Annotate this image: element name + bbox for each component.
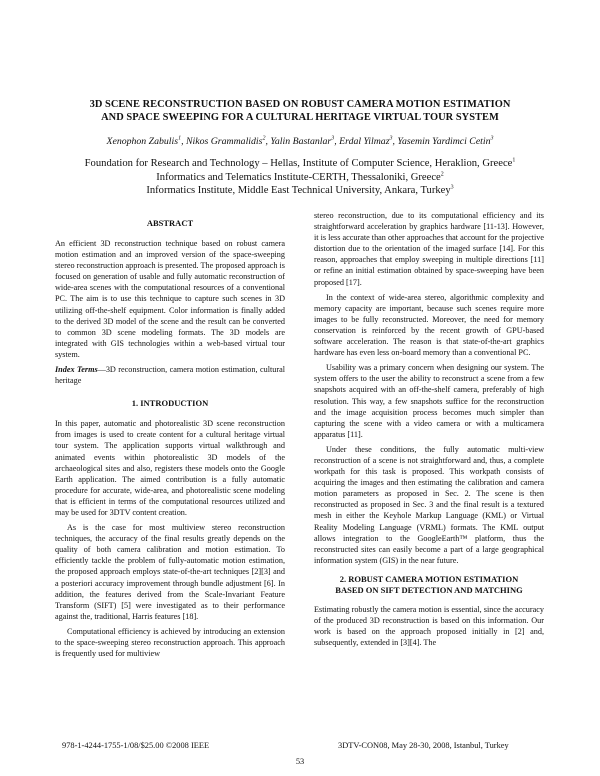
author-sup: 3 [490,135,494,142]
left-column [55,211,285,663]
right-column [314,210,544,652]
affiliation-list [40,157,560,198]
author: Erdal Yilmaz [339,136,390,147]
section-2-paragraph: Estimating robustly the camera motion is essential, since the accuracy of the produced 3D reconstruction is based on this information. Our work is based on the approach proposed initially in [2] and, subsequently, extended in [3][4]. The [314,604,544,648]
right-paragraph-4: Under these conditions, the fully automatic multi-view reconstruction of a scene is not straightforward and, thus, a complete workpath for this task is proposed. This workpath consists of acquiring the images and then estimating the calibration and camera motion parameters as proposed in Sec. 2. The scene is then reconstructed as proposed in Sec. 3 and the final result is a textured mesh in either the Keyhole Markup Language (KML) or Virtual Reality Modeling Language (VRML) formats. The KML output allows integration to the GoogleEarth™ platform, thus the reconstructed sites can easily become a part of a large geographical information system (GIS) in the near future. [314,444,544,565]
intro-heading: 1. INTRODUCTION [131,398,209,409]
author: Xenophon Zabulis [106,136,179,147]
index-terms-text: —3D reconstruction, camera motion estimation, cultural heritage [55,365,285,386]
intro-paragraph-1: In this paper, automatic and photorealistic 3D scene reconstruction from images is used to create content for a cultural heritage virtual tour system. The application supports virtual walkthrough and animated events within photorealistic 3D models of the archaeological sites and also, registers these models onto the Google Earth application. The aimed contribution is a fully automatic procedure for accurate, wide-area, and photorealistic scene modeling that is efficient in terms of the computational resources utilized and may be used for 3DTV content creation. [55,419,285,517]
right-paragraph-2: In the context of wide-area stereo, algorithmic complexity and memory capacity are important, because such scenes require more images to be fully reconstructed. Moreover, the need for memory conservation is reinforced by the recent growth of GPU-based software acceleration. The reason is that state-of-the-art graphics hardware has even less on-board memory than a conventional PC. [314,292,544,358]
title-line-1: 3D SCENE RECONSTRUCTION BASED ON ROBUST CAMERA MOTION ESTIMATION [89,99,511,110]
author-sup: 3 [389,135,393,142]
abstract-heading: ABSTRACT [146,218,194,228]
intro-paragraph-3: Computational efficiency is achieved by introducing an extension to the space-sweeping stereo reconstruction approach. This approach is frequently used for multiview [55,626,285,659]
author-sup: 1 [178,135,182,142]
conference-line: 3DTV-CON08, May 28-30, 2008, Istanbul, Turkey [338,741,509,750]
author: Nikos Grammalidis [185,136,263,147]
author-sup: 2 [262,135,266,142]
author: Yasemin Yardimci Cetin [397,136,491,147]
affiliation: Informatics and Telematics Institute-CERTH, Thessaloniki, Greece$^2$ [156,170,444,183]
right-paragraph-1: stereo reconstruction, due to its computational efficiency and its straightforward acceleration by graphics hardware [11-13]. However, it is less accurate than other approaches that account for the projective distortion due to the orientation of the imaged surface [14]. For this reason, approaches that employ sweeping in multiple directions [11] or refine an initial estimation obtained by space-sweeping have been proposed [17]. [314,211,544,287]
affiliation: Informatics Institute, Middle East Technical University, Ankara, Turkey$^3$ [146,184,454,196]
right-paragraph-3: Usability was a primary concern when designing our system. The system offers to the user the ability to reconstruct a scene from a few snapshots acquired with an off-the-shelf camera, preferably of high resolution. This way, a few snapshots suffice for the reconstruction and the image acquisition process becomes much simpler than capturing the scene with a video camera or with a multicamera apparatus [11]. [314,363,544,439]
index-terms-label: Index Terms [55,365,98,375]
title-line-2: AND SPACE SWEEPING FOR A CULTURAL HERITAGE VIRTUAL TOUR SYSTEM [101,112,499,123]
author-list: Xenophon Zabulis$^1$, Nikos Grammalidis$^2$, Yalin Bastanlar$^3$, Erdal Yilmaz$^3$, Yasemin Yardimci Cetin$^3$ [106,135,494,147]
author: Yalin Bastanlar [270,136,332,147]
author-sup: 3 [331,135,335,142]
paper-title [40,98,560,124]
index-terms [55,364,285,386]
copyright-line: 978-1-4244-1755-1/08/$25.00 ©2008 IEEE [62,741,210,750]
abstract-text: An efficient 3D reconstruction technique based on robust camera motion estimation and an improved version of the space-sweeping stereo reconstruction approach is presented. The proposed approach is focused on generation of usable and fully automatic reconstruction of wide-area scenes with the computational resources of a conventional PC. The aim is to use this technique to capture such scenes in 3D utilizing off-the-shelf equipment. Color information is finally added to the derived 3D model of the scene and the result can be converted to common 3D scene modeling formats. The 3D models are integrated with GIS technologies within a web-based virtual tour system. [55,239,285,359]
affiliation: Foundation for Research and Technology – Hellas, Institute of Computer Science, Heraklion, Greece$^1$ [84,157,516,169]
section-2-heading: 2. ROBUST CAMERA MOTION ESTIMATION BASED ON SIFT DETECTION AND MATCHING [335,573,523,595]
page-number: 53 [295,757,305,766]
intro-paragraph-2: As is the case for most multiview stereo reconstruction techniques, the accuracy of the final results greatly depends on the quality of both camera calibration and motion estimation. To efficiently tackle the problem of fully-automatic motion estimation, the proposed approach employs state-of-the-art techniques [2][3] and a posteriori accuracy improvement through bundle adjustment [6]. In addition, the features derived from the Scale-Invariant Feature Transform (SIFT) [5] were investigated as to their performance against the, traditional, Harris features [18]. [55,523,285,621]
